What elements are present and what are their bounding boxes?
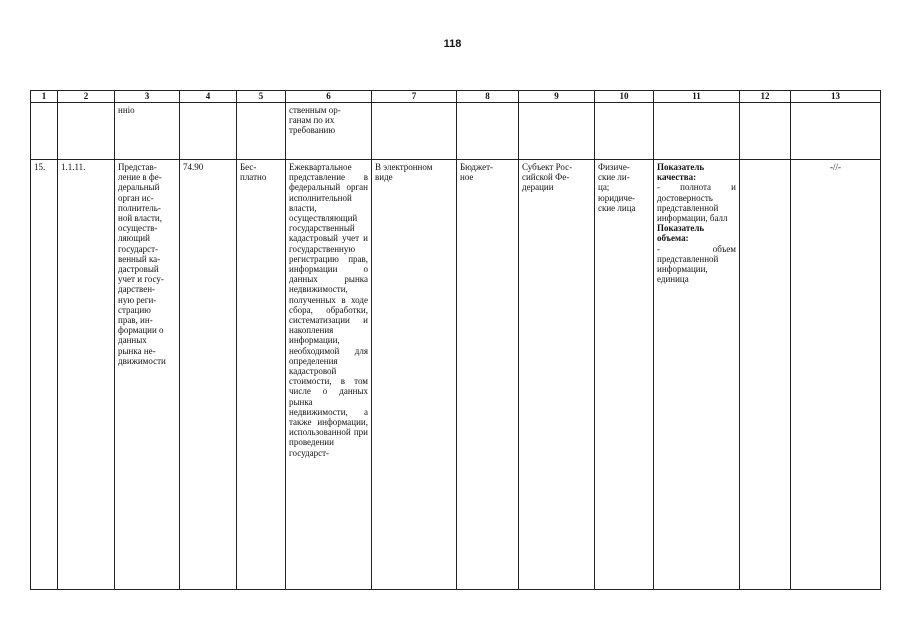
service-name: Представ- ление в фе- деральный орган ис- полнитель- ной власти, осуществ- ляющий государст- венный ка- дастровый учет и госу- дарствен- ную реги- страцию прав, ин- формации о данных рынка не- движимости <box>115 160 180 590</box>
row-number: 15. <box>31 160 58 590</box>
column-header-9: 9 <box>519 91 595 103</box>
cell <box>791 103 881 160</box>
column-header-12: 12 <box>740 91 791 103</box>
column-header-10: 10 <box>595 91 654 103</box>
column-header-2: 2 <box>58 91 115 103</box>
column-header-3: 3 <box>115 91 180 103</box>
cell <box>457 103 519 160</box>
cell-content-continued: ственным ор- ганам по их требованию <box>286 103 372 160</box>
cell <box>740 103 791 160</box>
column-header-4: 4 <box>180 91 237 103</box>
payment-type: Бес- платно <box>237 160 286 590</box>
column-header-11: 11 <box>654 91 740 103</box>
column-header-5: 5 <box>237 91 286 103</box>
column-header-13: 13 <box>791 91 881 103</box>
indicators-cell <box>654 160 740 590</box>
column-header-8: 8 <box>457 91 519 103</box>
cell <box>180 103 237 160</box>
cell <box>372 103 457 160</box>
delivery-form: В электронном виде <box>372 160 457 590</box>
institution-type: Бюджет- ное <box>457 160 519 590</box>
cell-12 <box>740 160 791 590</box>
column-header-6: 6 <box>286 91 372 103</box>
header-row <box>31 91 881 103</box>
service-code: 1.1.11. <box>58 160 115 590</box>
cell <box>31 103 58 160</box>
table-row <box>31 160 881 590</box>
table-row-continuation <box>31 103 881 160</box>
ditto-mark: -//- <box>791 160 881 590</box>
volume-indicator-text: - объем представленной информации, единица <box>657 243 736 285</box>
column-header-1: 1 <box>31 91 58 103</box>
cell <box>519 103 595 160</box>
cell <box>237 103 286 160</box>
cell <box>654 103 740 160</box>
quality-indicator-text: - полнота и достоверность представленной информации, балл <box>657 182 736 224</box>
volume-indicator-title: Показатель объема: <box>657 223 705 244</box>
column-header-7: 7 <box>372 91 457 103</box>
services-table <box>30 90 881 590</box>
cell <box>58 103 115 160</box>
cell <box>595 103 654 160</box>
quality-indicator-title: Показатель качества: <box>657 162 705 183</box>
cell-name-continued: ннio <box>115 103 180 160</box>
founder: Субъект Рос- сийской Фе- дерации <box>519 160 595 590</box>
consumers: Физиче- ские ли- ца; юридиче- ские лица <box>595 160 654 590</box>
okved-code: 74.90 <box>180 160 237 590</box>
service-content: Ежеквартальное представление в федеральный орган исполнительной власти, осуществляющий государственный кадастровый учет и государственную регистрацию прав, информации о данных рынка недвижимости, полученных в ходе сбора, обработки, систематизации и накопления информации, необходимой для определения кадастровой стоимости, в том числе о данных рынка недвижимости, а также информации, использованной при проведении государст- <box>286 160 372 590</box>
page-number: 118 <box>443 38 462 50</box>
